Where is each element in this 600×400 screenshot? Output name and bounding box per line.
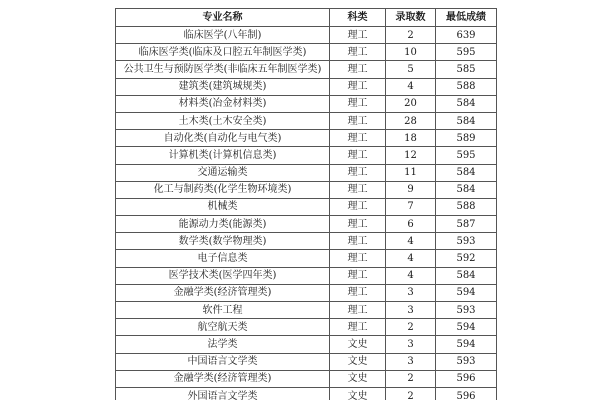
cell-admitted: 2 <box>386 27 436 44</box>
cell-min-score: 584 <box>436 267 497 284</box>
header-category: 科类 <box>330 9 386 27</box>
table-row <box>116 284 497 301</box>
cell-admitted: 4 <box>386 250 436 267</box>
cell-min-score: 588 <box>436 78 497 95</box>
cell-min-score: 594 <box>436 284 497 301</box>
table-row <box>116 95 497 112</box>
table-row <box>116 164 497 181</box>
table-row <box>116 387 497 400</box>
cell-category: 理工 <box>330 233 386 250</box>
table-row <box>116 233 497 250</box>
cell-admitted: 6 <box>386 216 436 233</box>
table-row <box>116 112 497 129</box>
table-row <box>116 370 497 387</box>
cell-major: 临床医学类(临床及口腔五年制医学类) <box>116 44 330 61</box>
cell-admitted: 12 <box>386 147 436 164</box>
cell-major: 材料类(冶金材料类) <box>116 95 330 112</box>
cell-major: 计算机类(计算机信息类) <box>116 147 330 164</box>
cell-admitted: 20 <box>386 95 436 112</box>
table-row <box>116 250 497 267</box>
cell-admitted: 18 <box>386 130 436 147</box>
header-major: 专业名称 <box>116 9 330 27</box>
table-row <box>116 302 497 319</box>
cell-min-score: 595 <box>436 44 497 61</box>
cell-admitted: 2 <box>386 370 436 387</box>
cell-category: 理工 <box>330 164 386 181</box>
table-body <box>116 27 497 400</box>
table-row <box>116 336 497 353</box>
cell-category: 理工 <box>330 181 386 198</box>
cell-min-score: 593 <box>436 233 497 250</box>
table-row <box>116 61 497 78</box>
cell-category: 理工 <box>330 284 386 301</box>
cell-admitted: 2 <box>386 319 436 336</box>
cell-min-score: 584 <box>436 164 497 181</box>
cell-category: 理工 <box>330 267 386 284</box>
cell-admitted: 3 <box>386 353 436 370</box>
cell-admitted: 28 <box>386 112 436 129</box>
table-row <box>116 147 497 164</box>
cell-major: 能源动力类(能源类) <box>116 216 330 233</box>
table-row <box>116 130 497 147</box>
header-row <box>116 9 497 27</box>
cell-min-score: 596 <box>436 370 497 387</box>
cell-major: 数学类(数学物理类) <box>116 233 330 250</box>
cell-admitted: 4 <box>386 233 436 250</box>
cell-category: 文史 <box>330 370 386 387</box>
cell-major: 金融学类(经济管理类) <box>116 370 330 387</box>
cell-category: 理工 <box>330 319 386 336</box>
cell-category: 理工 <box>330 44 386 61</box>
cell-min-score: 585 <box>436 61 497 78</box>
cell-min-score: 584 <box>436 95 497 112</box>
cell-category: 理工 <box>330 216 386 233</box>
cell-category: 理工 <box>330 198 386 215</box>
cell-admitted: 11 <box>386 164 436 181</box>
table-row <box>116 353 497 370</box>
cell-min-score: 592 <box>436 250 497 267</box>
cell-min-score: 584 <box>436 181 497 198</box>
cell-min-score: 588 <box>436 198 497 215</box>
table-row <box>116 267 497 284</box>
table-row <box>116 181 497 198</box>
cell-major: 金融学类(经济管理类) <box>116 284 330 301</box>
cell-min-score: 584 <box>436 112 497 129</box>
cell-major: 建筑类(建筑城规类) <box>116 78 330 95</box>
cell-major: 临床医学(八年制) <box>116 27 330 44</box>
cell-min-score: 587 <box>436 216 497 233</box>
cell-min-score: 589 <box>436 130 497 147</box>
cell-admitted: 3 <box>386 336 436 353</box>
cell-admitted: 10 <box>386 44 436 61</box>
cell-category: 理工 <box>330 61 386 78</box>
header-min-score: 最低成绩 <box>436 9 497 27</box>
table-header <box>116 9 497 27</box>
cell-min-score: 593 <box>436 302 497 319</box>
admission-score-table <box>115 8 497 400</box>
cell-min-score: 594 <box>436 336 497 353</box>
cell-min-score: 596 <box>436 387 497 400</box>
table-row <box>116 78 497 95</box>
cell-major: 机械类 <box>116 198 330 215</box>
cell-admitted: 2 <box>386 387 436 400</box>
cell-admitted: 9 <box>386 181 436 198</box>
cell-category: 理工 <box>330 78 386 95</box>
cell-category: 文史 <box>330 336 386 353</box>
cell-admitted: 7 <box>386 198 436 215</box>
cell-category: 理工 <box>330 95 386 112</box>
cell-major: 土木类(土木安全类) <box>116 112 330 129</box>
cell-major: 法学类 <box>116 336 330 353</box>
cell-min-score: 593 <box>436 353 497 370</box>
cell-min-score: 595 <box>436 147 497 164</box>
cell-min-score: 639 <box>436 27 497 44</box>
cell-category: 理工 <box>330 27 386 44</box>
cell-major: 电子信息类 <box>116 250 330 267</box>
cell-major: 航空航天类 <box>116 319 330 336</box>
cell-admitted: 5 <box>386 61 436 78</box>
cell-major: 自动化类(自动化与电气类) <box>116 130 330 147</box>
cell-category: 文史 <box>330 353 386 370</box>
cell-category: 理工 <box>330 130 386 147</box>
cell-admitted: 3 <box>386 302 436 319</box>
cell-category: 理工 <box>330 250 386 267</box>
cell-category: 文史 <box>330 387 386 400</box>
cell-category: 理工 <box>330 302 386 319</box>
table-row <box>116 216 497 233</box>
cell-admitted: 4 <box>386 78 436 95</box>
table-row <box>116 27 497 44</box>
cell-major: 交通运输类 <box>116 164 330 181</box>
cell-category: 理工 <box>330 147 386 164</box>
cell-major: 医学技术类(医学四年类) <box>116 267 330 284</box>
cell-major: 化工与制药类(化学生物环境类) <box>116 181 330 198</box>
header-admitted: 录取数 <box>386 9 436 27</box>
cell-category: 理工 <box>330 112 386 129</box>
table-row <box>116 44 497 61</box>
cell-admitted: 3 <box>386 284 436 301</box>
cell-admitted: 4 <box>386 267 436 284</box>
cell-major: 公共卫生与预防医学类(非临床五年制医学类) <box>116 61 330 78</box>
cell-min-score: 594 <box>436 319 497 336</box>
table-row <box>116 198 497 215</box>
cell-major: 软件工程 <box>116 302 330 319</box>
table-row <box>116 319 497 336</box>
cell-major: 外国语言文学类 <box>116 387 330 400</box>
cell-major: 中国语言文学类 <box>116 353 330 370</box>
